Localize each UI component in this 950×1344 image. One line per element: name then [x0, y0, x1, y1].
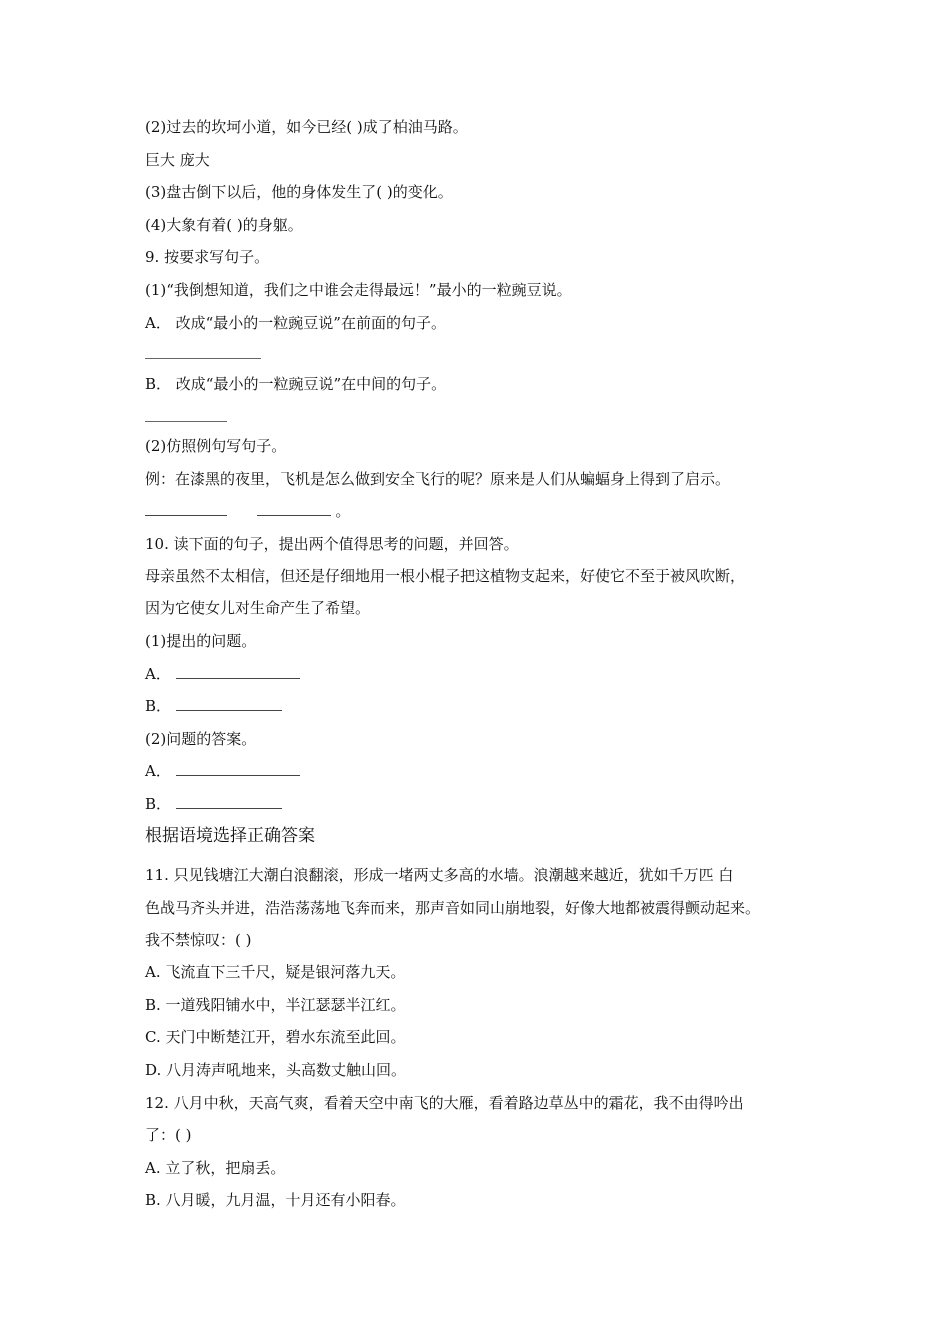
answer-line[interactable]	[176, 696, 282, 711]
question-10-title: 10. 读下面的句子，提出两个值得思考的问题，并回答。	[145, 535, 519, 553]
question-10-2-a: A．	[145, 761, 300, 781]
passage-line-1: 母亲虽然不太相信，但还是仔细地用一根小棍子把这植物支起来，好使它不至于被风吹断，	[145, 567, 746, 585]
passage-line-2: 因为它使女儿对生命产生了希望。	[145, 599, 371, 617]
example-answer-row	[145, 501, 350, 521]
question-11-line-3: 我不禁惊叹：( )	[145, 931, 252, 949]
answer-line[interactable]	[145, 501, 227, 516]
question-9-1-a: A． 改成“最小的一粒豌豆说”在前面的句子。	[145, 314, 446, 332]
answer-line[interactable]	[176, 761, 300, 776]
answer-line[interactable]	[145, 358, 261, 359]
answer-line[interactable]	[176, 794, 282, 809]
question-10-1-b: B．	[145, 696, 282, 716]
question-10-1-a: A．	[145, 664, 300, 684]
answer-line[interactable]	[145, 421, 227, 422]
answer-line[interactable]	[176, 664, 300, 679]
question-9-2: (2)仿照例句写句子。	[145, 437, 287, 455]
question-9-1-b: B． 改成“最小的一粒豌豆说”在中间的句子。	[145, 375, 447, 393]
question-10-1: (1)提出的问题。	[145, 632, 257, 650]
question-11-line-1: 11. 只见钱塘江大潮白浪翻滚，形成一堵两丈多高的水墙。浪潮越来越近，犹如千万匹 白	[145, 866, 734, 884]
question-12-line-2: 了：( )	[145, 1126, 192, 1144]
word-choices: 巨大 庞大	[145, 151, 210, 169]
example-sentence: 例：在漆黑的夜里，飞机是怎么做到安全飞行的呢？原来是人们从蝙蝠身上得到了启示。	[145, 470, 731, 488]
option-a: A. 立了秋，把扇丢。	[145, 1159, 286, 1177]
option-b: B. 一道残阳铺水中，半江瑟瑟半江红。	[145, 996, 406, 1014]
option-b: B. 八月暖，九月温，十月还有小阳春。	[145, 1191, 406, 1209]
section-heading: 根据语境选择正确答案	[145, 826, 315, 846]
question-8-3: (3)盘古倒下以后，他的身体发生了( )的变化。	[145, 183, 453, 201]
question-8-2: (2)过去的坎坷小道，如今已经( )成了柏油马路。	[145, 118, 468, 136]
answer-line[interactable]	[257, 501, 331, 516]
question-10-2: (2)问题的答案。	[145, 730, 257, 748]
question-9-title: 9. 按要求写句子。	[145, 248, 270, 266]
option-a: A. 飞流直下三千尺，疑是银河落九天。	[145, 963, 406, 981]
question-9-1: (1)“我倒想知道，我们之中谁会走得最远！”最小的一粒豌豆说。	[145, 281, 572, 299]
question-8-4: (4)大象有着( )的身躯。	[145, 216, 303, 234]
question-10-2-b: B．	[145, 794, 282, 814]
period: 。	[335, 502, 351, 520]
option-c: C. 天门中断楚江开，碧水东流至此回。	[145, 1028, 406, 1046]
question-11-line-2: 色战马齐头并进，浩浩荡荡地飞奔而来，那声音如同山崩地裂，好像大地都被震得颤动起来。	[145, 899, 761, 917]
option-d: D. 八月涛声吼地来，头高数丈触山回。	[145, 1061, 407, 1079]
question-12-line-1: 12. 八月中秋，天高气爽，看着天空中南飞的大雁，看着路边草丛中的霜花，我不由得吟出	[145, 1094, 744, 1112]
